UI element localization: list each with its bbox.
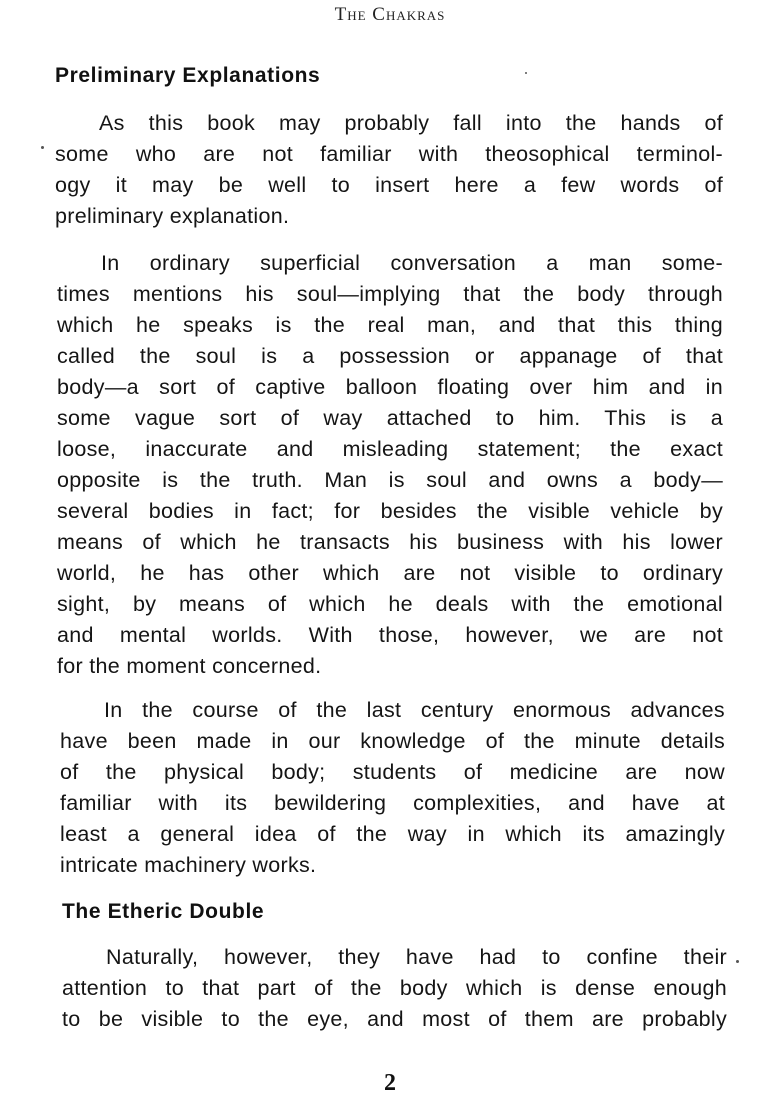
scan-speck <box>736 960 739 963</box>
scan-speck <box>525 72 527 74</box>
section-heading-etheric-double: The Etheric Double <box>62 900 265 923</box>
text-line: some vague sort of way attached to him. This is a <box>57 406 723 430</box>
text-line: In ordinary superficial conversation a man some- <box>101 251 723 275</box>
text-line: called the soul is a possession or appanage of that <box>57 344 723 368</box>
text-line: ogy it may be well to insert here a few words of <box>55 173 723 197</box>
text-line: In the course of the last century enormous advances <box>104 698 725 722</box>
text-line: of the physical body; students of medicine are now <box>60 760 725 784</box>
text-line: least a general idea of the way in which its amazingly <box>60 822 725 846</box>
running-head: The Chakras <box>334 4 446 25</box>
text-line: familiar with its bewildering complexities, and have at <box>60 791 725 815</box>
text-line: several bodies in fact; for besides the visible vehicle by <box>57 499 723 523</box>
paragraph-1 <box>55 108 723 232</box>
paragraph-2 <box>57 248 723 682</box>
text-line: which he speaks is the real man, and that this thing <box>57 313 723 337</box>
text-line: As this book may probably fall into the hands of <box>99 111 723 135</box>
text-line: intricate machinery works. <box>60 853 317 877</box>
page-number: 2 <box>384 1070 396 1096</box>
paragraph-3 <box>60 695 725 881</box>
text-line: sight, by means of which he deals with the emotional <box>57 592 723 616</box>
text-line: some who are not familiar with theosophical terminol- <box>55 142 723 166</box>
text-line: loose, inaccurate and misleading statement; the exact <box>57 437 723 461</box>
text-line: Naturally, however, they have had to confine their <box>106 945 727 969</box>
paragraph-4 <box>62 942 727 1035</box>
text-line: to be visible to the eye, and most of them are probably <box>62 1007 727 1031</box>
text-line: preliminary explanation. <box>55 204 290 228</box>
text-line: means of which he transacts his business with his lower <box>57 530 723 554</box>
text-line: have been made in our knowledge of the minute details <box>60 729 725 753</box>
text-line: attention to that part of the body which is dense enough <box>62 976 727 1000</box>
text-line: times mentions his soul—implying that the body through <box>57 282 723 306</box>
scan-speck <box>41 146 44 149</box>
text-line: world, he has other which are not visible to ordinary <box>57 561 723 585</box>
text-line: for the moment concerned. <box>57 654 322 678</box>
text-line: body—a sort of captive balloon floating over him and in <box>57 375 723 399</box>
section-heading-preliminary-explanations: Preliminary Explanations <box>55 64 321 87</box>
text-line: and mental worlds. With those, however, we are not <box>57 623 723 647</box>
text-line: opposite is the truth. Man is soul and owns a body— <box>57 468 723 492</box>
